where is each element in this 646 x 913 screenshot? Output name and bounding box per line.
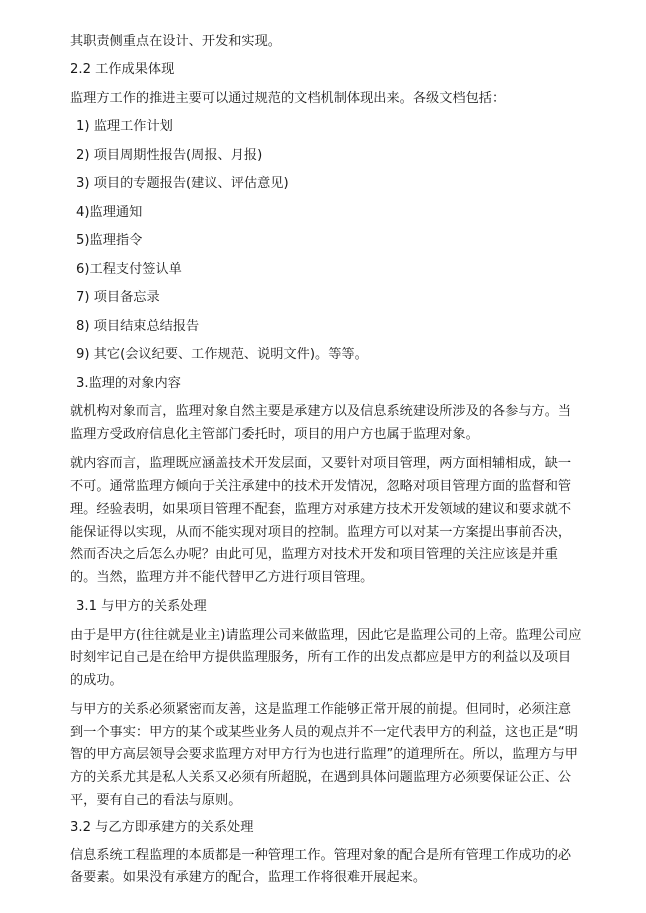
list-item: 8) 项目结束总结报告: [76, 319, 200, 334]
paragraph-line: 方的关系尤其是私人关系又必须有所超脱，在遇到具体问题监理方必须要保证公正、公: [70, 770, 572, 785]
list-item: 4)监理通知: [76, 205, 143, 220]
paragraph-line: 理。经验表明，如果项目管理不配套，监理方对承建方技术开发领域的建议和要求就不: [70, 502, 572, 517]
paragraph-line: 不可。通常监理方倾向于关注承建中的技术开发情况，忽略对项目管理方面的监督和管: [70, 479, 572, 494]
paragraph-line: 平，要有自己的看法与原则。: [70, 793, 242, 808]
paragraph-line: 其职责侧重点在设计、开发和实现。: [70, 34, 281, 49]
list-item: 2) 项目周期性报告(周报、月报): [76, 148, 263, 163]
paragraph-line: 能保证得以实现，从而不能实现对项目的控制。监理方可以对某一方案提出事前否决，: [70, 525, 572, 540]
paragraph-line: 备要素。如果没有承建方的配合，监理工作将很难开展起来。: [70, 870, 427, 885]
paragraph-line: 时刻牢记自己是在给甲方提供监理服务，所有工作的出发点都应是甲方的利益以及项目: [70, 650, 572, 665]
list-item: 5)监理指令: [76, 233, 143, 248]
paragraph-line: 监理方工作的推进主要可以通过规范的文档机制体现出来。各级文档包括：: [70, 91, 506, 106]
section-heading: 3.监理的对象内容: [76, 376, 181, 391]
paragraph-line: 监理方受政府信息化主管部门委托时，项目的用户方也属于监理对象。: [70, 427, 479, 442]
paragraph-line: 到一个事实：甲方的某个或某些业务人员的观点并不一定代表甲方的利益，这也正是“明: [70, 725, 578, 740]
paragraph-line: 由于是甲方(往往就是业主)请监理公司来做监理，因此它是监理公司的上帝。监理公司应: [70, 628, 582, 643]
paragraph-line: 就机构对象而言，监理对象自然主要是承建方以及信息系统建设所涉及的各参与方。当: [70, 404, 572, 419]
paragraph-line: 的。当然，监理方并不能代替甲乙方进行项目管理。: [70, 570, 374, 585]
list-item: 9) 其它(会议纪要、工作规范、说明文件)。等等。: [76, 347, 368, 362]
paragraph-line: 与甲方的关系必须紧密而友善，这是监理工作能够正常开展的前提。但同时，必须注意: [70, 702, 572, 717]
paragraph-line: 信息系统工程监理的本质都是一种管理工作。管理对象的配合是所有管理工作成功的必: [70, 848, 572, 863]
section-heading: 3.1 与甲方的关系处理: [76, 599, 207, 614]
paragraph-line: 然而否决之后怎么办呢？由此可见，监理方对技术开发和项目管理的关注应该是并重: [70, 547, 558, 562]
paragraph-line: 的成功。: [70, 673, 123, 688]
paragraph-line: 智的甲方高层领导会要求监理方对甲方行为也进行监理”的道理所在。所以，监理方与甲: [70, 747, 578, 762]
list-item: 3) 项目的专题报告(建议、评估意见): [76, 176, 289, 191]
section-heading: 3.2 与乙方即承建方的关系处理: [70, 820, 254, 835]
list-item: 7) 项目备忘录: [76, 290, 160, 305]
section-heading: 2.2 工作成果体现: [70, 62, 175, 77]
list-item: 1) 监理工作计划: [76, 119, 173, 134]
list-item: 6)工程支付签认单: [76, 262, 182, 277]
paragraph-line: 就内容而言，监理既应涵盖技术开发层面，又要针对项目管理，两方面相辅相成，缺一: [70, 456, 572, 471]
